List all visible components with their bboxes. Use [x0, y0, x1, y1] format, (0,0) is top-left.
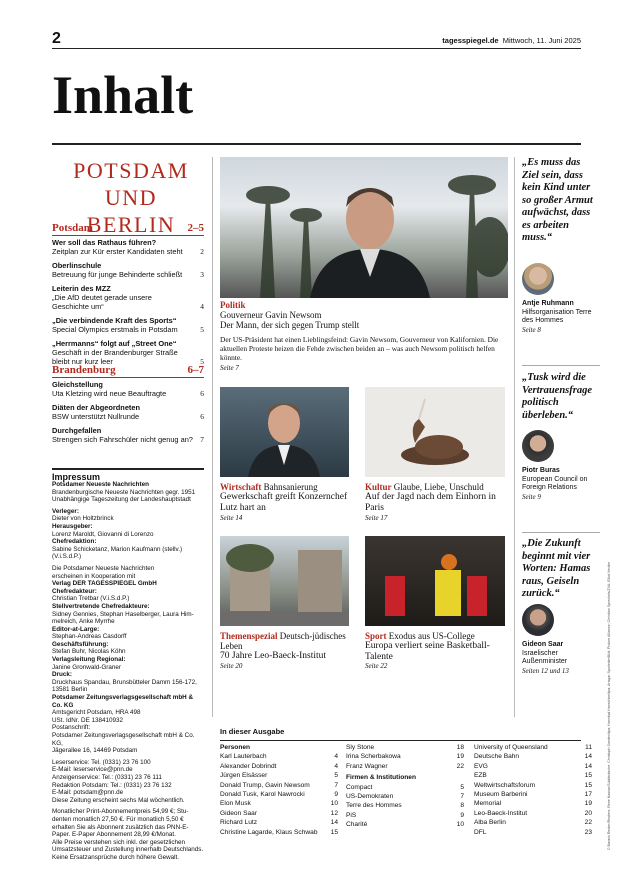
index-entry[interactable]	[220, 818, 338, 827]
index-entry[interactable]	[474, 771, 592, 780]
index-entry-page: 17	[584, 791, 592, 799]
index-entry[interactable]	[346, 820, 464, 829]
index-entry-page: 5	[334, 772, 338, 780]
toc-item-text: Geschäft in der Brandenburger Straße bleibt nur kurz leer	[52, 348, 178, 366]
index-entry-page: 14	[330, 819, 338, 827]
quote-divider	[522, 532, 600, 533]
column-divider	[212, 157, 213, 717]
index-entry-name: Christine Lagarde, Klaus Schwab	[220, 828, 318, 836]
index-entry-name: Alexander Dobrindt	[220, 762, 277, 770]
section-pages: 6–7	[187, 364, 204, 376]
index-entry-name: Karl Lauterbach	[220, 753, 267, 761]
section-label: Brandenburg	[52, 364, 116, 376]
index-entry-page: 19	[584, 800, 592, 808]
index-entry-page: 8	[460, 802, 464, 810]
impressum-line: KG,	[52, 739, 63, 747]
index-entry[interactable]	[220, 809, 338, 818]
index-heading: Firmen & Institutionen	[346, 774, 416, 782]
index-entry-page: 9	[334, 791, 338, 799]
index-entry[interactable]	[346, 801, 464, 810]
masthead-line	[442, 36, 581, 45]
quote-divider	[522, 365, 600, 366]
section-brandenburg	[52, 364, 204, 378]
index-entry-page: 12	[330, 809, 338, 817]
index-entry[interactable]	[474, 752, 592, 761]
toc-item-title: „Die verbindende Kraft des Sports“	[52, 316, 177, 325]
toc-item-text: Zeitplan zur Kür erster Kandidaten steht	[52, 247, 183, 256]
impressum-line: Die Potsdamer Neueste Nachrichten	[52, 564, 155, 572]
street-photo-art	[220, 536, 349, 626]
toc-item-text: Strengen sich Fahrschüler nicht genug an?	[52, 435, 193, 444]
toc-item-text: Uta Kletzing wird neue Beauftragte	[52, 389, 167, 398]
impressum-line: Diese Zeitung erscheint sechs Mal wöchentlich.	[52, 796, 185, 804]
impressum-line: Dieter von Holtzbrinck	[52, 515, 114, 523]
issue-date: Mittwoch, 11. Juni 2025	[502, 36, 581, 45]
impressum-line: Christian Tretbar (V.i.S.d.P.)	[52, 595, 130, 603]
toc-item-title: Leiterin des MZZ	[52, 284, 111, 293]
impressum-line: Keine Ersatzansprüche durch höhere Gewalt.	[52, 853, 180, 861]
index-entry-name: US-Demokraten	[346, 793, 394, 801]
index-entry-page: 7	[460, 793, 464, 801]
section-label: Potsdam	[52, 222, 93, 234]
impressum-line: Paper. E-Paper Abonnement 28,99 €/Monat.	[52, 831, 176, 839]
teaser-subline: Europa verliert seine Basketball-Talente	[365, 641, 490, 662]
index-entry-name: Charité	[346, 821, 368, 829]
index-entry-page: 18	[456, 744, 464, 751]
teaser-subline: 70 Jahre Leo-Baeck-Institut	[220, 651, 327, 661]
impressum-label: Stellvertretende Chefredakteure:	[52, 602, 150, 610]
index-entry[interactable]	[474, 781, 592, 790]
index-entry-name: Irina Scherbakowa	[346, 753, 401, 761]
person-page-ref: Seite 9	[522, 492, 541, 501]
teaser-kicker: Kultur	[365, 482, 392, 492]
person-role: Hilfsorganisation Terre des Hommes	[522, 308, 592, 324]
teaser-sport[interactable]	[365, 631, 505, 663]
toc-item-page: 5	[200, 325, 204, 334]
index-entry[interactable]	[220, 762, 338, 771]
index-entry[interactable]	[474, 762, 592, 771]
teaser-kicker: Themenspezial	[220, 631, 278, 641]
basketball-photo	[365, 536, 505, 626]
impressum-line: E-Mail: potsdam@pnn.de	[52, 789, 124, 797]
index-entry-name: Terre des Hommes	[346, 802, 402, 810]
toc-item-text: Betreuung für junge Behinderte schließt	[52, 270, 183, 279]
index-entry[interactable]	[220, 771, 338, 780]
impressum-line: Postanschrift:	[52, 724, 91, 732]
index-entry-name: Museum Barberini	[474, 791, 528, 799]
site-name: tagesspiegel.de	[442, 36, 499, 45]
impressum-label: Verleger:	[52, 507, 79, 515]
person-saar	[522, 641, 602, 675]
impressum-line: E-Mail: leserservice@pnn.de	[52, 766, 133, 774]
teaser-page-ref: Seite 14	[220, 514, 243, 522]
index-entry-name: Richard Lutz	[220, 819, 258, 827]
index-entry[interactable]	[220, 752, 338, 761]
lead-page-ref: Seite 7	[220, 364, 239, 372]
impressum-line: erscheinen in Kooperation mit	[52, 572, 136, 580]
index-entry-page: 23	[584, 828, 592, 836]
ressort-line1: POTSDAM	[73, 158, 189, 183]
index-entry-name: Donald Tusk, Karol Nawrocki	[220, 791, 305, 799]
impressum-label: Chefredaktion:	[52, 538, 97, 546]
index-entry-page: 4	[334, 753, 338, 761]
impressum-line: 13581 Berlin	[52, 686, 88, 694]
impressum-line: Potsdamer Zeitungsverlagsgesellschaft mbH & Co.	[52, 732, 195, 739]
toc-item[interactable]	[52, 380, 204, 398]
quote-saar: „Die Zukunft beginnt mit vier Worten: Hamas raus, Geiseln zurück.“	[522, 538, 591, 599]
toc-item-title: „Herrmanns“ folgt auf „Street One“	[52, 339, 177, 348]
impressum-line: USt. IdNr. DE 138410932	[52, 716, 124, 724]
index-entry[interactable]	[346, 762, 464, 771]
impressum-line: Sabine Schicketanz, Marion Kaufmann (stellv.)	[52, 545, 183, 553]
index-entry-name: Gideon Saar	[220, 809, 258, 817]
index-entry[interactable]	[346, 792, 464, 801]
index-entry-name: Elon Musk	[220, 800, 251, 808]
index-entry[interactable]	[474, 818, 592, 827]
index-entry-page: 15	[584, 781, 592, 789]
impressum-label: Verlag DER TAGESSPIEGEL GmbH	[52, 580, 157, 588]
index-entry-name: Compact	[346, 783, 373, 791]
toc-item-text: BSW unterstützt Nullrunde	[52, 412, 140, 421]
quote-buras: „Tusk wird die Vertrauensfrage politisch überleben.“	[522, 372, 593, 421]
impressum-line: Jägerallee 16, 14469 Potsdam	[52, 747, 138, 755]
index-entry-page: 10	[330, 800, 338, 808]
index-entry-name: University of Queensland	[474, 744, 548, 751]
index-entry-name: EVG	[474, 762, 488, 770]
index-entry-name: Donald Trump, Gavin Newsom	[220, 781, 310, 789]
teaser-kicker: Wirtschaft	[220, 482, 262, 492]
index-entry[interactable]	[474, 809, 592, 818]
quote-ruhmann: „Es muss das Ziel sein, dass kein Kind unter so großer Armut aufwächst, dass es arbeiten muss.“	[522, 157, 593, 243]
teaser-headline: Exodus aus US-College	[388, 631, 475, 641]
index-entry[interactable]	[474, 743, 592, 752]
toc-item-title: Diäten der Abgeordneten	[52, 403, 141, 412]
index-entry-name: Alba Berlin	[474, 819, 506, 827]
index-entry-name: PiS	[346, 811, 357, 819]
toc-item-page: 4	[200, 302, 204, 311]
impressum-line: Amtsgericht Potsdam, HRA 498	[52, 709, 141, 717]
toc-item[interactable]	[52, 339, 204, 366]
teaser-subline: Gewerkschaft greift Konzernchef Lutz hart an	[220, 492, 348, 513]
section-pages: 2–5	[187, 222, 204, 234]
index-entry-page: 14	[584, 753, 592, 761]
toc-item-title: Gleichstellung	[52, 380, 103, 389]
toc-item[interactable]	[52, 238, 204, 256]
teaser-kultur[interactable]	[365, 482, 505, 514]
person-name: Gideon Saar	[522, 641, 564, 648]
index-title: In dieser Ausgabe	[220, 727, 285, 736]
toc-item-page: 5	[200, 357, 204, 366]
impressum-line: Sidney Gennies, Stephan Haselberger, Laura Him-	[52, 610, 194, 618]
index-entry-name: DFL	[474, 828, 487, 836]
index-entry-page: 7	[334, 781, 338, 789]
impressum-label: Chefredakteur:	[52, 587, 97, 595]
toc-potsdam	[52, 238, 204, 371]
impressum-label: Verlagsleitung Regional:	[52, 656, 126, 664]
index-entry[interactable]	[220, 799, 338, 808]
title-rule	[52, 143, 581, 145]
impressum-line: Stephan-Andreas Casdorff	[52, 633, 127, 641]
impressum-line: Druckhaus Spandau, Brunsbütteler Damm 156-172,	[52, 678, 197, 686]
lead-kicker: Politik	[220, 300, 246, 310]
unicorn-photo	[365, 387, 505, 477]
impressum-body	[52, 481, 204, 862]
index-entry-page: 10	[456, 821, 464, 829]
toc-brandenburg	[52, 380, 204, 449]
impressum-line: Umsatzsteuer und Zustellung innerhalb Deutschlands.	[52, 846, 204, 854]
street-photo	[220, 536, 349, 626]
impressum-line: Lorenz Maroldt, Giovanni di Lorenzo	[52, 530, 154, 538]
impressum-label: Potsdamer Neueste Nachrichten	[52, 481, 149, 488]
toc-item-page: 7	[200, 435, 204, 444]
lead-headline: Gouverneur Gavin Newsom	[220, 310, 322, 320]
header-rule	[52, 48, 581, 49]
teaser-headline: Deutsch-jüdisches Leben	[220, 631, 346, 651]
index-rule	[220, 740, 581, 741]
impressum-line: melreich, Anke Myrrhe	[52, 618, 115, 626]
index-entry-page: 9	[460, 811, 464, 819]
person-page-ref: Seite 8	[522, 325, 541, 334]
index-entry-page: 4	[334, 762, 338, 770]
impressum-title: Impressum	[52, 468, 204, 482]
teaser-themenspezial[interactable]	[220, 631, 360, 662]
lutz-photo-art	[220, 387, 349, 477]
index-entry-name: Deutsche Bahn	[474, 753, 520, 761]
index-entry-page: 14	[584, 762, 592, 770]
newsom-photo-art	[220, 157, 508, 298]
index-entry-page: 15	[330, 828, 338, 836]
impressum-line: Stefan Buhr, Nicolas Köhn	[52, 648, 126, 656]
impressum-label: Editor-at-Large:	[52, 625, 100, 633]
toc-item-page: 3	[200, 270, 204, 279]
index-entry-page: 15	[584, 772, 592, 780]
impressum-line: Redaktion Potsdam: Tel.: (0331) 23 76 132	[52, 781, 172, 789]
index-entry[interactable]	[346, 752, 464, 761]
index-entry-page: 11	[585, 744, 592, 751]
lead-kicker-line[interactable]	[220, 300, 508, 330]
photo-credit: © Barack Reuter/Reuters; Rene Nassar/Süddeutsche; Christoph Soeder/dpa; Hannibal Hanschke/dpa; Ansgar Sporleder/Bild; Picture Alliance; Christian Spreckels/ZVA; Elliot Verdier	[607, 561, 611, 850]
person-ruhmann	[522, 300, 602, 334]
index-entry-page: 20	[584, 809, 592, 817]
impressum-line: (V.i.S.d.P.)	[52, 553, 82, 561]
person-name: Piotr Buras	[522, 467, 560, 474]
impressum-line: Leserservice: Tel. (0331) 23 76 100	[52, 758, 151, 766]
impressum-line: denten monatlich 27,50 €. Für monatlich 5,50 €	[52, 815, 184, 823]
index-entry-name: Leo-Baeck-Institut	[474, 809, 528, 817]
index-entry-page: 22	[584, 819, 592, 827]
index-entry[interactable]	[220, 828, 338, 837]
impressum-line: Alle Preise verstehen sich inkl. der gesetzlichen	[52, 838, 186, 846]
ressort-line2: UND BERLIN	[86, 185, 176, 237]
person-role: Israelischer Außenminister	[522, 649, 568, 665]
index-entry-page: 22	[456, 762, 464, 770]
index-entry-name: EZB	[474, 772, 487, 780]
toc-item[interactable]	[52, 261, 204, 279]
index-column-companies	[346, 743, 464, 830]
index-heading: Personen	[220, 744, 251, 751]
page-number: 2	[52, 30, 61, 47]
index-entry[interactable]	[346, 783, 464, 792]
toc-item-page: 6	[200, 389, 204, 398]
impressum-label: Herausgeber:	[52, 522, 93, 530]
lutz-photo	[220, 387, 349, 477]
index-entry[interactable]	[220, 790, 338, 799]
index-entry-page: 5	[460, 783, 464, 791]
impressum-line: erhalten Sie als Abonnent zusätzlich das PNN-E-	[52, 823, 189, 831]
index-entry-page: 19	[456, 753, 464, 761]
lead-body: Der US-Präsident hat einen Lieblingsfeind: Gavin Newsom, Gouverneur von Kalifornien. Die aktuellen Proteste heizen die Fehde zwischen beiden an – was auch Newsom politisch helfen könnte.	[220, 335, 499, 362]
index-entry[interactable]	[474, 799, 592, 808]
impressum-line: Anzeigenservice: Tel.: (0331) 23 76 111	[52, 773, 162, 781]
index-entry-name: Sly Stone	[346, 744, 375, 751]
toc-item[interactable]	[52, 403, 204, 421]
index-entry-name: Weltwirtschaftsforum	[474, 781, 536, 789]
toc-item-page: 2	[200, 247, 204, 256]
index-entry[interactable]	[474, 790, 592, 799]
toc-item-text: „Die AfD deutet gerade unsere Geschichte um“	[52, 293, 152, 311]
toc-item-title: Oberlinschule	[52, 261, 102, 270]
toc-item-page: 6	[200, 412, 204, 421]
index-entry[interactable]	[346, 811, 464, 820]
index-entry-name: Memorial	[474, 800, 502, 808]
toc-item[interactable]	[52, 316, 204, 334]
avatar-saar	[522, 604, 554, 636]
person-role: European Council on Foreign Relations	[522, 475, 588, 491]
teaser-subline: Auf der Jagd nach dem Einhorn in Paris	[365, 492, 496, 513]
person-name: Antje Ruhmann	[522, 300, 574, 307]
basketball-photo-art	[365, 536, 505, 626]
unicorn-photo-art	[365, 387, 505, 477]
page-title: Inhalt	[52, 65, 194, 125]
teaser-headline: Bahnsanierung	[263, 482, 318, 492]
impressum-line: Monatlicher Print-Abonnementpreis 54,99 €; Stu-	[52, 808, 189, 816]
teaser-page-ref: Seite 20	[220, 662, 243, 670]
teaser-kicker: Sport	[365, 631, 387, 641]
index-entry-name: Jürgen Elsässer	[220, 772, 268, 780]
index-entry-name: Franz Wagner	[346, 762, 388, 770]
column-divider	[514, 157, 515, 717]
person-page-ref: Seiten 12 und 13	[522, 666, 569, 675]
impressum-line: Janine Gronwald-Graner	[52, 663, 121, 671]
index-column-persons	[220, 743, 338, 837]
impressum-label: Druck:	[52, 671, 72, 679]
avatar-ruhmann	[522, 263, 554, 295]
section-potsdam	[52, 222, 204, 236]
impressum-line: Brandenburgische Neueste Nachrichten gegr. 1951	[52, 488, 196, 496]
toc-item-text: Special Olympics erstmals in Potsdam	[52, 325, 178, 334]
toc-item-title: Wer soll das Rathaus führen?	[52, 238, 157, 247]
impressum-label: Potsdamer Zeitungsverlagsgesellschaft mbH & Co. KG	[52, 694, 194, 709]
teaser-wirtschaft[interactable]	[220, 482, 360, 514]
person-buras	[522, 467, 602, 501]
index-entry[interactable]	[346, 743, 464, 752]
teaser-page-ref: Seite 22	[365, 662, 388, 670]
newsom-photo	[220, 157, 508, 298]
toc-item-title: Durchgefallen	[52, 426, 102, 435]
avatar-buras	[522, 430, 554, 462]
toc-item[interactable]	[52, 426, 204, 444]
index-column-institutions	[474, 743, 592, 837]
lead-subline: Der Mann, der sich gegen Trump stellt	[220, 320, 360, 330]
toc-item[interactable]	[52, 284, 204, 311]
impressum-label: Geschäftsführung:	[52, 640, 109, 648]
teaser-page-ref: Seite 17	[365, 514, 388, 522]
index-entry[interactable]	[474, 828, 592, 837]
index-entry[interactable]	[220, 781, 338, 790]
teaser-headline: Glaube, Liebe, Unschuld	[393, 482, 484, 492]
impressum-line: Unabhängige Tageszeitung der Landeshauptstadt	[52, 496, 191, 504]
